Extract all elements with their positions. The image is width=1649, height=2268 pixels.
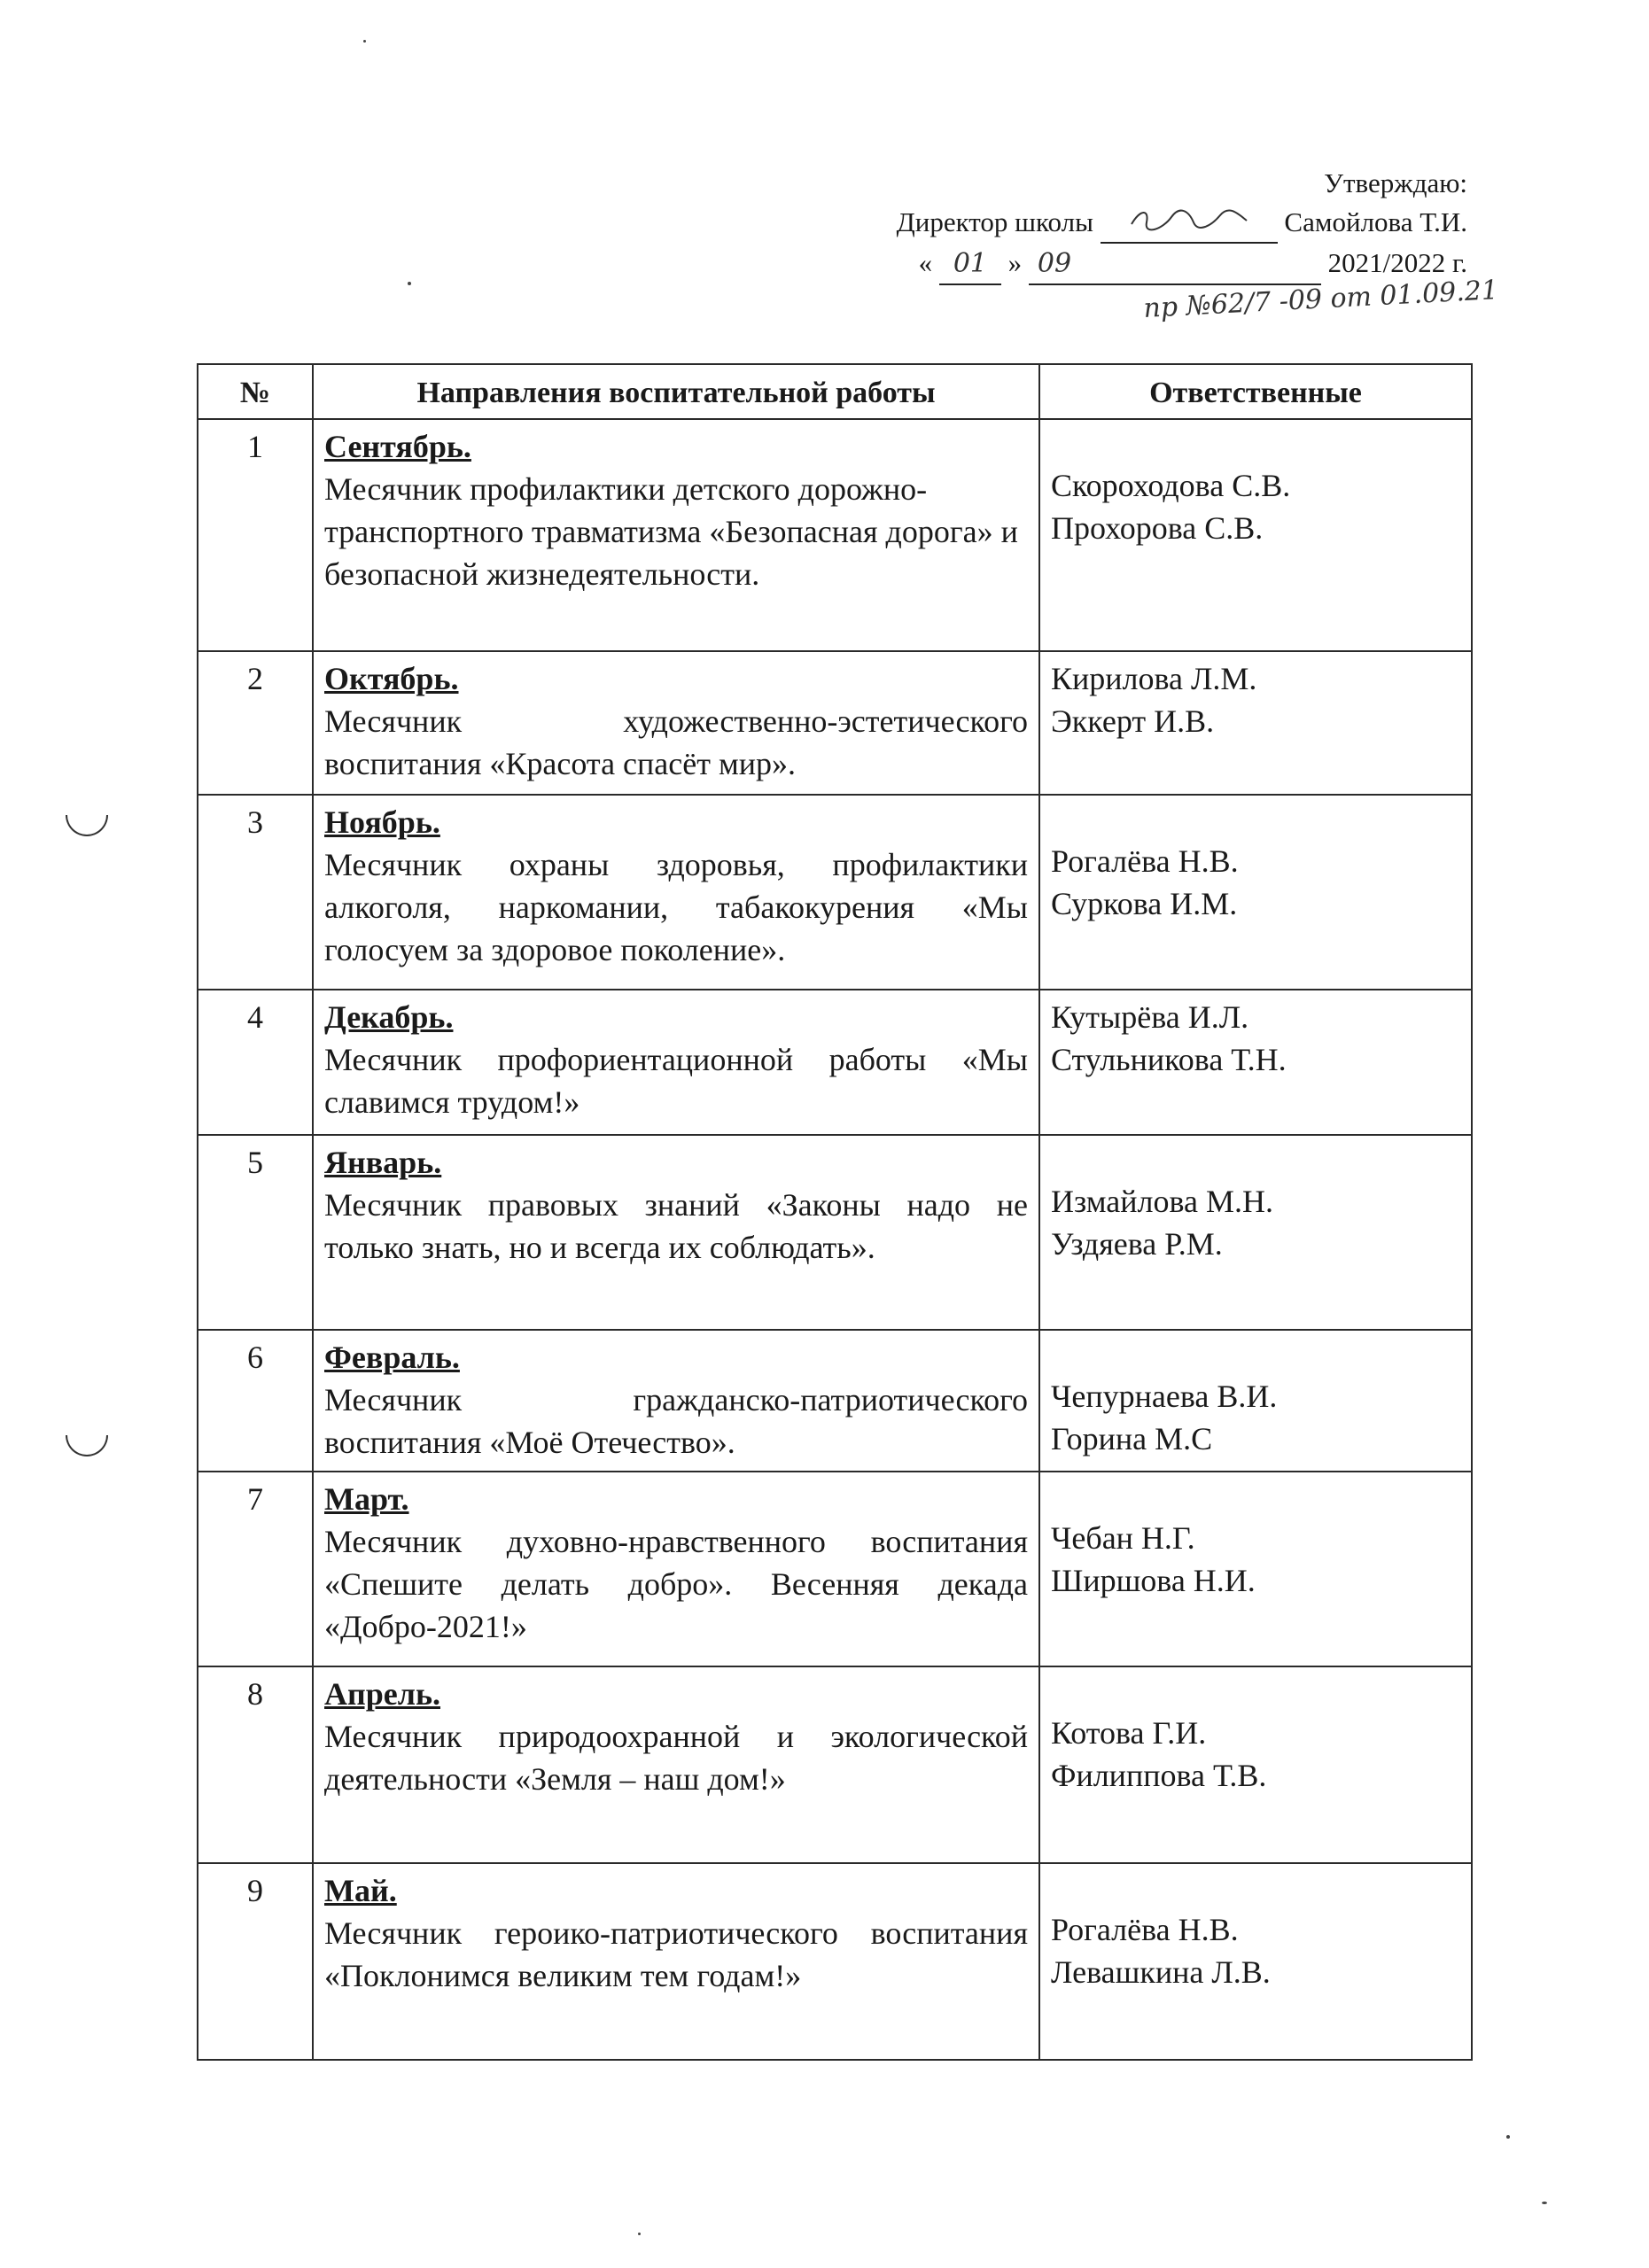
director-name: Самойлова Т.И. xyxy=(1284,206,1467,237)
binder-hole-mark xyxy=(66,815,108,836)
row-responsible xyxy=(1039,795,1472,990)
responsible-person: Прохорова С.В. xyxy=(1051,510,1264,546)
row-num: 8 xyxy=(198,1666,313,1863)
row-description: Месячник профориентационной работы «Мы славимся трудом!» xyxy=(324,1042,1028,1120)
row-num: 3 xyxy=(198,795,313,990)
row-responsible xyxy=(1039,1330,1472,1472)
row-responsible xyxy=(1039,1135,1472,1330)
row-responsible xyxy=(1039,1863,1472,2060)
table-row xyxy=(198,1863,1472,2060)
row-responsible xyxy=(1039,1666,1472,1863)
table-row xyxy=(198,419,1472,651)
date-line xyxy=(670,244,1467,285)
row-month: Ноябрь. xyxy=(324,804,440,840)
row-num: 6 xyxy=(198,1330,313,1472)
row-num: 7 xyxy=(198,1472,313,1666)
row-direction xyxy=(313,1330,1039,1472)
row-direction xyxy=(313,651,1039,795)
director-line xyxy=(670,203,1467,244)
date-month: 09 xyxy=(1029,245,1321,285)
row-num: 9 xyxy=(198,1863,313,2060)
responsible-person: Кутырёва И.Л. xyxy=(1051,999,1249,1035)
approval-block xyxy=(670,164,1467,285)
row-description: Месячник правовых знаний «Законы надо не только знать, но и всегда их соблюдать». xyxy=(324,1187,1028,1265)
close-quote: » xyxy=(1007,247,1023,278)
responsible-person: Котова Г.И. xyxy=(1051,1715,1207,1751)
row-month: Октябрь. xyxy=(324,661,459,696)
responsible-person: Ширшова Н.И. xyxy=(1051,1563,1256,1598)
responsible-person: Стульникова Т.Н. xyxy=(1051,1042,1287,1077)
responsible-person: Суркова И.М. xyxy=(1051,886,1238,921)
row-responsible xyxy=(1039,990,1472,1135)
row-direction xyxy=(313,1863,1039,2060)
scan-speck xyxy=(638,2233,641,2235)
row-description: Месячник художественно-эстетического воспитания «Красота спасёт мир». xyxy=(324,703,1028,781)
row-num: 5 xyxy=(198,1135,313,1330)
responsible-person: Рогалёва Н.В. xyxy=(1051,843,1239,879)
row-responsible xyxy=(1039,651,1472,795)
responsible-person: Левашкина Л.В. xyxy=(1051,1954,1271,1990)
table-row xyxy=(198,795,1472,990)
signature-blank xyxy=(1101,203,1278,244)
row-direction xyxy=(313,419,1039,651)
open-quote: « xyxy=(918,247,933,278)
header-responsible: Ответственные xyxy=(1039,364,1472,419)
scan-speck xyxy=(1506,2135,1510,2139)
responsible-person: Горина М.С xyxy=(1051,1421,1213,1456)
signature-image xyxy=(1127,205,1251,231)
date-day: 01 xyxy=(939,245,1001,285)
row-description: Месячник гражданско-патриотического воспитания «Моё Отечество». xyxy=(324,1382,1028,1460)
responsible-person: Уздяева Р.М. xyxy=(1051,1226,1223,1262)
header-direction: Направления воспитательной работы xyxy=(313,364,1039,419)
responsible-person: Чепурнаева В.И. xyxy=(1051,1379,1278,1414)
approve-label: Утверждаю: xyxy=(1324,167,1467,198)
row-description: Месячник охраны здоровья, профилактики алкоголя, наркомании, табакокурения «Мы голосуем за здоровое поколение». xyxy=(324,847,1028,967)
scan-speck xyxy=(1542,2202,1547,2204)
plan-table xyxy=(197,363,1473,2061)
header-num: № xyxy=(198,364,313,419)
row-month: Сентябрь. xyxy=(324,429,471,464)
responsible-person: Чебан Н.Г. xyxy=(1051,1520,1195,1556)
row-month: Январь. xyxy=(324,1145,442,1180)
order-note-handwritten: пр №62/7 -09 от 01.09.21 xyxy=(1142,275,1499,324)
row-responsible xyxy=(1039,1472,1472,1666)
scan-speck xyxy=(363,40,366,43)
responsible-person: Измайлова М.Н. xyxy=(1051,1184,1273,1219)
date-year: 2021/2022 г. xyxy=(1327,247,1467,278)
row-direction xyxy=(313,795,1039,990)
scan-speck xyxy=(408,282,411,285)
table-row xyxy=(198,1666,1472,1863)
row-num: 2 xyxy=(198,651,313,795)
row-direction xyxy=(313,1666,1039,1863)
approve-line xyxy=(670,164,1467,203)
row-responsible xyxy=(1039,419,1472,651)
table-row xyxy=(198,990,1472,1135)
row-description: Месячник профилактики детского дорожно-транспортного травматизма «Безопасная дорога» и безопасной жизнедеятельности. xyxy=(324,471,1018,592)
row-description: Месячник духовно-нравственного воспитания «Спешите делать добро». Весенняя декада «Добро-2021!» xyxy=(324,1524,1028,1644)
row-direction xyxy=(313,1135,1039,1330)
row-description: Месячник героико-патриотического воспитания «Поклонимся великим тем годам!» xyxy=(324,1915,1028,1993)
responsible-person: Филиппова Т.В. xyxy=(1051,1758,1267,1793)
row-description: Месячник природоохранной и экологической деятельности «Земля – наш дом!» xyxy=(324,1719,1028,1797)
director-label: Директор школы xyxy=(896,206,1093,237)
row-direction xyxy=(313,990,1039,1135)
responsible-person: Скороходова С.В. xyxy=(1051,468,1291,503)
table-row xyxy=(198,1472,1472,1666)
binder-hole-mark xyxy=(66,1435,108,1456)
table-header-row xyxy=(198,364,1472,419)
table-row xyxy=(198,651,1472,795)
responsible-person: Эккерт И.В. xyxy=(1051,703,1215,739)
responsible-person: Кирилова Л.М. xyxy=(1051,661,1257,696)
row-month: Апрель. xyxy=(324,1676,440,1712)
row-month: Февраль. xyxy=(324,1340,460,1375)
row-month: Май. xyxy=(324,1873,397,1908)
row-direction xyxy=(313,1472,1039,1666)
responsible-person: Рогалёва Н.В. xyxy=(1051,1912,1239,1947)
table-row xyxy=(198,1330,1472,1472)
row-month: Март. xyxy=(324,1481,409,1517)
row-num: 4 xyxy=(198,990,313,1135)
row-month: Декабрь. xyxy=(324,999,454,1035)
table-row xyxy=(198,1135,1472,1330)
row-num: 1 xyxy=(198,419,313,651)
